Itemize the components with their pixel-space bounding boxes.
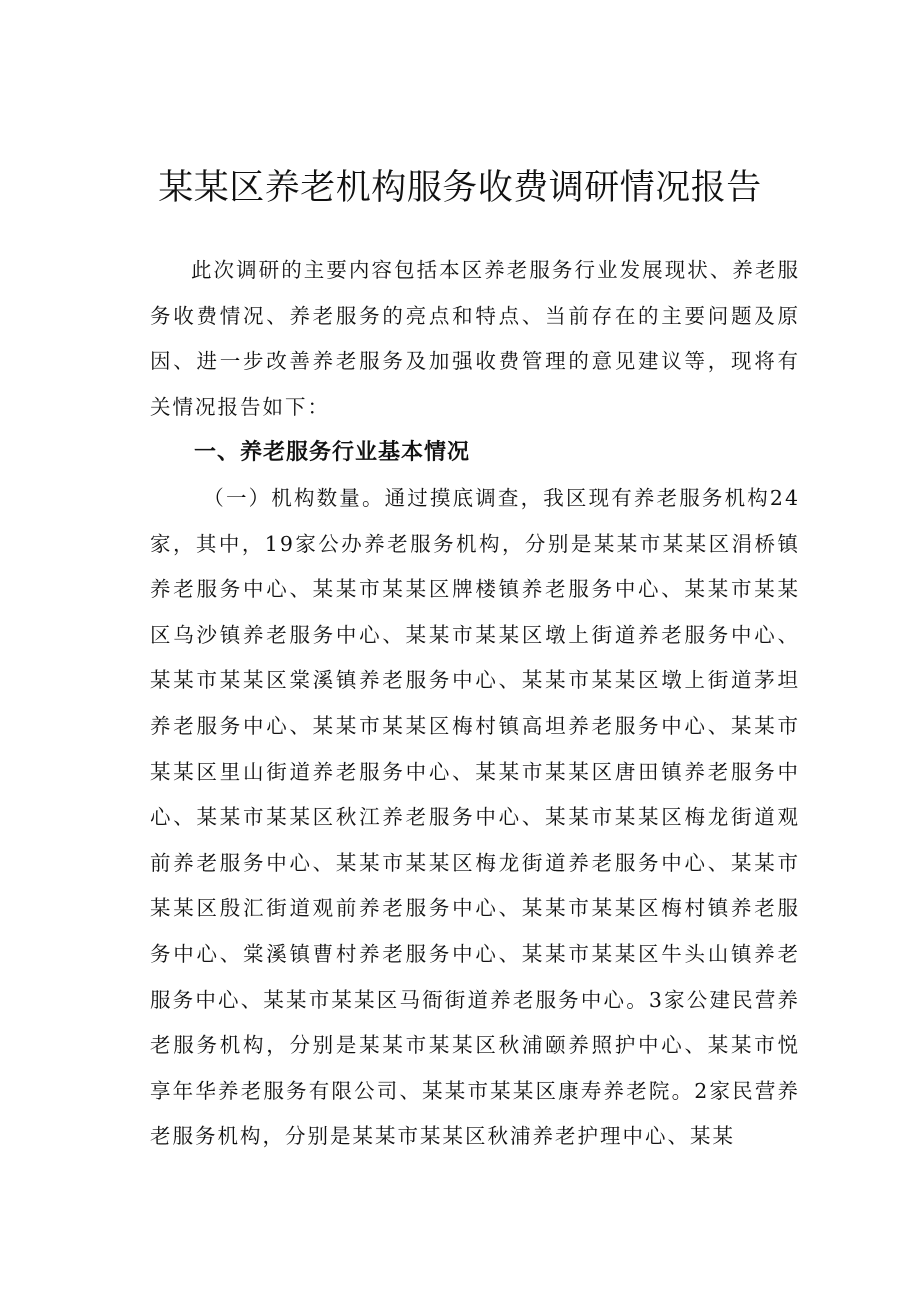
section-paragraph: （一）机构数量。通过摸底调查，我区现有养老服务机构24家，其中，19家公办养老服务机构，分别是某某市某某区涓桥镇养老服务中心、某某市某某区牌楼镇养老服务中心、某某市某某区乌沙镇养老服务中心、某某市某某区墩上街道养老服务中心、某某市某某区棠溪镇养老服务中心、某某市某某区墩上街道茅坦养老服务中心、某某市某某区梅村镇高坦养老服务中心、某某市某某区里山街道养老服务中心、某某市某某区唐田镇养老服务中心、某某市某某区秋江养老服务中心、某某市某某区梅龙街道观前养老服务中心、某某市某某区梅龙街道养老服务中心、某某市某某区殷汇街道观前养老服务中心、某某市某某区梅村镇养老服务中心、棠溪镇曹村养老服务中心、某某市某某区牛头山镇养老服务中心、某某市某某区马衙街道养老服务中心。3家公建民营养老服务机构，分别是某某市某某区秋浦颐养照护中心、某某市悦享年华养老服务有限公司、某某市某某区康寿养老院。2家民营养老服务机构，分别是某某市某某区秋浦养老护理中心、某某 [150,485,800,1149]
document-title: 某某区养老机构服务收费调研情况报告 [158,168,762,208]
document-body [150,248,800,1160]
section-heading: 一、养老服务行业基本情况 [194,440,471,466]
intro-paragraph: 此次调研的主要内容包括本区养老服务行业发展现状、养老服务收费情况、养老服务的亮点和特点、当前存在的主要问题及原因、进一步改善养老服务及加强收费管理的意见建议等，现将有关情况报告如下： [150,258,800,419]
